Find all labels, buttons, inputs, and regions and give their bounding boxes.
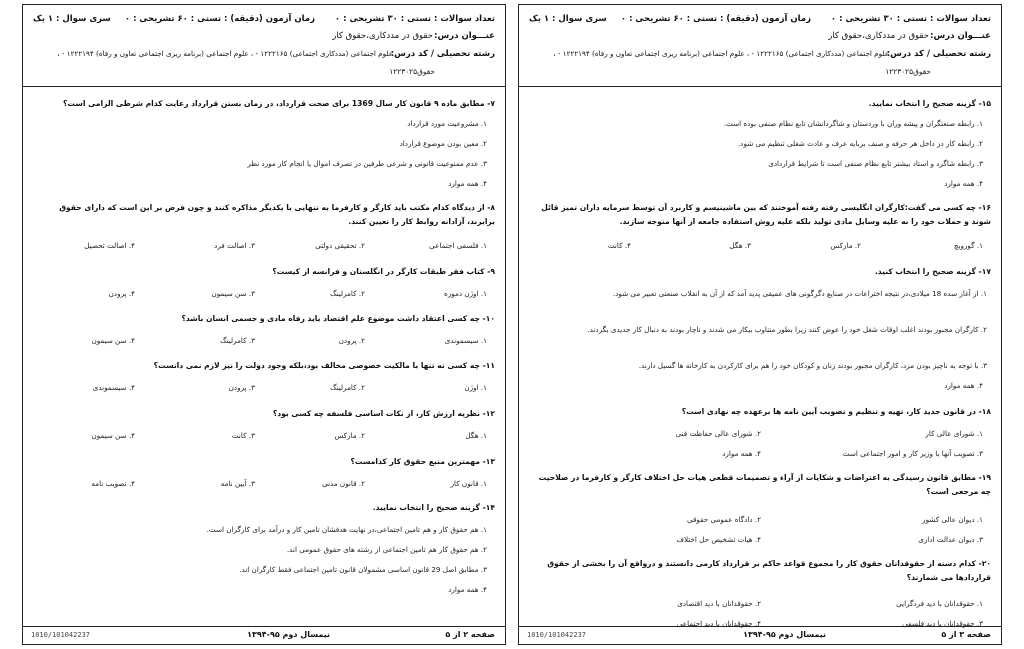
option[interactable]: ۱. سیسموندی	[444, 336, 487, 345]
option[interactable]: ۱. اوژن دموره	[444, 289, 487, 298]
field-value-2: حقوق۱۲۲۳۰۲۵	[885, 67, 931, 76]
option[interactable]: ۴. همه موارد	[944, 381, 983, 390]
option[interactable]: ۳. با توجه به ناچیز بودن مزد، کارگران مجبور بودند زنان و کودکان خود را هم برای کارکردن به کارخانه ها گسیل دارند.	[638, 361, 987, 370]
question-list	[519, 91, 1001, 628]
option[interactable]: ۱. حقوقدانان با دید فردگرایی	[896, 599, 983, 608]
exam-page-2	[22, 4, 506, 645]
option[interactable]: ۴. همه موارد	[722, 449, 761, 458]
exam-time: زمان آزمون (دقیقه) : تستی : ۶۰ تشریحی : ۰	[124, 14, 315, 24]
option[interactable]: ۳. حقوقدانان با دید فلسفی	[902, 619, 983, 628]
option[interactable]: ۴. پرودن	[108, 289, 135, 298]
option[interactable]: ۲. قانون مدنی	[322, 479, 365, 488]
option[interactable]: ۴. حقوقدانان با دید اجتماعی	[676, 619, 761, 628]
exam-code: 1010/101042237	[527, 631, 587, 639]
option[interactable]: ۱. فلسفی اجتماعی	[429, 241, 487, 250]
option[interactable]: ۲. معین بودن موضوع قرارداد	[399, 139, 487, 148]
option[interactable]: ۲. حقوقدانان با دید اقتصادی	[677, 599, 761, 608]
option[interactable]: ۲. هم حقوق کار هم تامین اجتماعی از رشته های حقوق عمومی اند.	[286, 545, 487, 554]
option[interactable]: ۳. رابطه شاگرد و استاد بیشتر تابع نظام صنفی است تا شرایط قراردادی	[768, 159, 983, 168]
option[interactable]: ۲. پرودن	[338, 336, 365, 345]
option[interactable]: ۲. شورای عالی حفاظت فنی	[675, 429, 761, 438]
option[interactable]: ۱. اوژن	[464, 383, 487, 392]
option[interactable]: ۴. همه موارد	[448, 179, 487, 188]
question-9: ۹- کتاب فقر طبقات کارگر در انگلستان و فرانسه از کیست؟	[272, 267, 495, 276]
option[interactable]: ۲. مارکس	[334, 431, 365, 440]
option[interactable]: ۲. کارگران مجبور بودند اغلب اوقات شغل خود را عوض کنند زیرا بطور متناوب بیکار می شدند و ناچار بودند به دنبال کار جدیدی بگردند.	[587, 325, 987, 334]
option[interactable]: ۱. هگل	[465, 431, 487, 440]
exam-time: زمان آزمون (دقیقه) : تستی : ۶۰ تشریحی : ۰	[620, 14, 811, 24]
question-list	[23, 91, 505, 622]
option[interactable]: ۳. تصویب آنها با وزیر کار و امور اجتماعی است	[842, 449, 983, 458]
option[interactable]: ۳. هگل	[729, 241, 751, 250]
option[interactable]: ۳. کانت	[231, 431, 255, 440]
option[interactable]: ۴. سن سیمون	[91, 431, 135, 440]
field-label: رشته تحصیلی / کد درس:	[886, 49, 991, 59]
question-8: ۸- از دیدگاه کدام مکتب باید کارگر و کارفرما به تنهایی با یکدیگر مذاکره کنند و چون فرض بر این است که دارای حقوق برابرند، آزادانه روابط کار را تعیین کنند.	[59, 203, 495, 226]
field-label: رشته تحصیلی / کد درس:	[390, 49, 495, 59]
option[interactable]: ۴. اصالت تحصیل	[84, 241, 135, 250]
exam-footer	[23, 626, 505, 644]
question-12: ۱۲- نظریه ارزش کار، از نکات اساسی فلسفه چه کسی بود؟	[272, 409, 495, 418]
option[interactable]: ۲. تحقیقی دولتی	[315, 241, 365, 250]
option[interactable]: ۴. همه موارد	[448, 585, 487, 594]
option[interactable]: ۱. مشروعیت مورد قرارداد	[407, 119, 487, 128]
question-20: ۲۰- کدام دسته از حقوقدانان حقوق کار را مجموع قواعد حاکم بر قرارداد کارمی دانستند و درواقع آن را بخشی از حقوق قراردادها می شمارند؟	[547, 559, 991, 582]
option[interactable]: ۴. همه موارد	[944, 179, 983, 188]
page-number: صفحه ۲ از ۵	[445, 630, 495, 639]
option[interactable]: ۳. آیین نامه	[220, 479, 255, 488]
option[interactable]: ۳. دیوان عدالت اداری	[918, 535, 983, 544]
option[interactable]: ۳. سن سیمون	[211, 289, 255, 298]
exam-header	[23, 5, 505, 87]
option[interactable]: ۱. هم حقوق کار و هم تامین اجتماعی،در نهایت هدفشان تامین کار و درآمد برای کارگران است.	[206, 525, 487, 534]
exam-code: 1010/101042237	[31, 631, 91, 639]
exam-footer	[519, 626, 1001, 644]
option[interactable]: ۳. کامرلینگ	[220, 336, 255, 345]
page-number: صفحه ۳ از ۵	[941, 630, 991, 639]
option[interactable]: ۱. از آغاز سده 18 میلادی،در نتیجه اختراعات در صنایع دگرگونی های عمیقی پدید آمد که از آن به انقلاب صنعتی تعبیر می شود.	[612, 289, 987, 298]
question-count: تعداد سوالات : تستی : ۳۰ تشریحی : ۰	[334, 14, 495, 24]
question-17: ۱۷- گزینه صحیح را انتخاب کنید.	[874, 267, 991, 276]
option[interactable]: ۱. رابطه صنعتگران و پیشه وران با وردستان و شاگردانشان تابع نظام صنفی بوده است.	[723, 119, 983, 128]
option[interactable]: ۱. شورای عالی کار	[925, 429, 983, 438]
exam-header	[519, 5, 1001, 87]
question-15: ۱۵- گزینه صحیح را انتخاب نمایید.	[868, 99, 991, 108]
course-label: عنـــوان درس:	[434, 31, 495, 41]
option[interactable]: ۱. گورویچ	[953, 241, 983, 250]
field-value: علوم اجتماعی (مددکاری اجتماعی) ۱۲۲۲۱۶۵ - ، علوم اجتماعی (برنامه ریزی اجتماعی تعاون و رفاه) ۱۲۲۲۱۹۴ - ،	[553, 49, 889, 58]
question-19: ۱۹- مطابق قانون رسیدگی به اعتراضات و شکایات از آراء و تصمیمات قطعی هیات حل اختلاف کارگر و کارفرما در صلاحیت چه مرجعی است؟	[538, 473, 991, 496]
question-7: ۷- مطابق ماده ۹ قانون کار سال 1369 برای صحت قرارداد، در زمان بستن قرارداد رعایت کدام شرطی الزامی است؟	[62, 99, 495, 108]
question-count: تعداد سوالات : تستی : ۳۰ تشریحی : ۰	[830, 14, 991, 24]
term-label: نیمسال دوم ۹۵-۱۳۹۴	[247, 630, 330, 639]
option[interactable]: ۲. کامرلینگ	[330, 289, 365, 298]
option[interactable]: ۱. دیوان عالی کشور	[922, 515, 983, 524]
option[interactable]: ۴. تصویب نامه	[91, 479, 135, 488]
question-10: ۱۰- چه کسی اعتقاد داشت موضوع علم اقتصاد باید رفاه مادی و جسمی انسان باشد؟	[181, 314, 495, 323]
option[interactable]: ۱. قانون کار	[450, 479, 487, 488]
course-label: عنـــوان درس:	[930, 31, 991, 41]
option[interactable]: ۲. رابطه کار در داخل هر حرفه و صنف بربایه عرف و عادت شغلی تنظیم می شود.	[738, 139, 983, 148]
course-value: حقوق در مددکاری،حقوق کار	[332, 31, 433, 41]
field-value-2: حقوق۱۲۲۳۰۲۵	[389, 67, 435, 76]
question-18: ۱۸- در قانون جدید کار، تهیه و تنظیم و تصویب آیین نامه ها برعهده چه نهادی است؟	[681, 407, 991, 416]
option[interactable]: ۳. اصالت فرد	[214, 241, 255, 250]
option[interactable]: ۴. هیات تشخیص حل اختلاف	[676, 535, 761, 544]
option[interactable]: ۲. دادگاه عمومی حقوقی	[686, 515, 761, 524]
course-value: حقوق در مددکاری،حقوق کار	[828, 31, 929, 41]
question-16: ۱۶- چه کسی می گفت:کارگران انگلیسی رفته رفته آموختند که بین ماشینیسم و کاربرد آن توسط سرمایه داران تمیز قائل شوند و حملات خود را نه علیه وسایل مادی تولید بلکه علیه روش استفاده جامعه از آنها متوجه سازند.	[541, 203, 991, 226]
question-13: ۱۳- مهمترین منبع حقوق کار کدامست؟	[350, 457, 495, 466]
option[interactable]: ۳. عدم ممنوعیت قانونی و شرعی طرفین در تصرف اموال یا انجام کار مورد نظر	[247, 159, 487, 168]
option[interactable]: ۲. مارکس	[830, 241, 861, 250]
question-series: سری سوال : ۱ یک	[529, 14, 607, 24]
option[interactable]: ۳. پرودن	[228, 383, 255, 392]
field-value: علوم اجتماعی (مددکاری اجتماعی) ۱۲۲۲۱۶۵ - ، علوم اجتماعی (برنامه ریزی اجتماعی تعاون و رفاه) ۱۲۲۲۱۹۴ - ،	[57, 49, 393, 58]
option[interactable]: ۳. مطابق اصل 29 قانون اساسی مشمولان قانون تامین اجتماعی فقط کارگران اند.	[239, 565, 487, 574]
question-11: ۱۱- چه کسی نه تنها با مالکیت خصوصی مخالف بود،بلکه وجود دولت را نیز لازم نمی دانست؟	[153, 361, 495, 370]
term-label: نیمسال دوم ۹۵-۱۳۹۴	[743, 630, 826, 639]
exam-page-3	[518, 4, 1002, 645]
option[interactable]: ۴. سن سیمون	[91, 336, 135, 345]
option[interactable]: ۲. کامرلینگ	[330, 383, 365, 392]
question-series: سری سوال : ۱ یک	[33, 14, 111, 24]
option[interactable]: ۴. کانت	[607, 241, 631, 250]
option[interactable]: ۴. سیسموندی	[92, 383, 135, 392]
question-14: ۱۴- گزینه صحیح را انتخاب نمایید.	[372, 503, 495, 512]
